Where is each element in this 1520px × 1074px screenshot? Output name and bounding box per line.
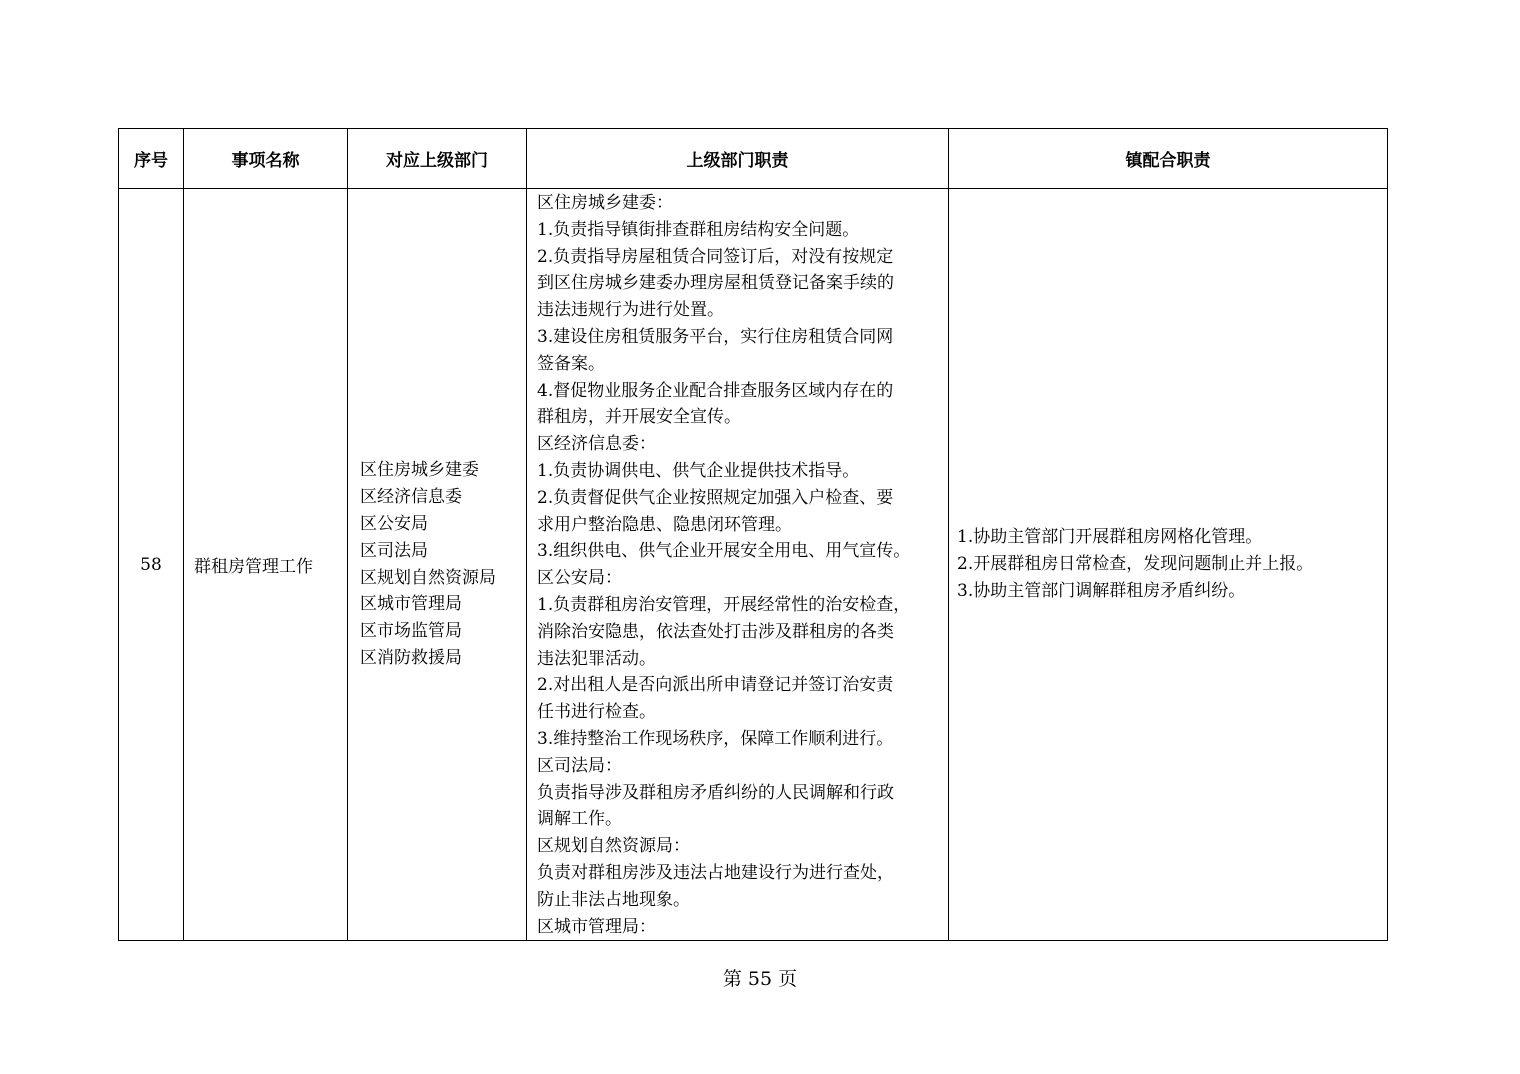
department-list xyxy=(348,189,527,941)
text-line: 3.建设住房租赁服务平台，实行住房租赁合同网 xyxy=(537,326,894,347)
text-line: 违法犯罪活动。 xyxy=(537,648,656,669)
text-line: 2.对出租人是否向派出所申请登记并签订治安责 xyxy=(537,675,894,696)
text-line: 到区住房城乡建委办理房屋租赁登记备案手续的 xyxy=(537,273,894,294)
text-line: 区司法局 xyxy=(360,540,428,561)
text-line: 区城市管理局： xyxy=(537,916,656,937)
text-line: 区消防救援局 xyxy=(360,648,462,669)
text-line: 区司法局： xyxy=(537,755,622,776)
text-line: 区住房城乡建委 xyxy=(360,460,479,481)
text-line: 区规划自然资源局 xyxy=(360,567,496,588)
text-line: 1.负责协调供电、供气企业提供技术指导。 xyxy=(537,460,860,481)
text-line: 区市场监管局 xyxy=(360,621,462,642)
upper-duties-text xyxy=(527,189,949,941)
header-upper-duties: 上级部门职责 xyxy=(527,129,949,189)
text-line: 任书进行检查。 xyxy=(537,702,656,723)
text-line: 调解工作。 xyxy=(537,809,622,830)
text-line: 违法违规行为进行处置。 xyxy=(537,300,724,321)
header-town-duties: 镇配合职责 xyxy=(949,129,1388,189)
text-line: 负责对群租房涉及违法占地建设行为进行查处， xyxy=(537,862,894,883)
text-line: 1.负责指导镇街排查群租房结构安全问题。 xyxy=(537,219,860,240)
text-line: 群租房，并开展安全宣传。 xyxy=(537,407,741,428)
text-line: 区城市管理局 xyxy=(360,594,462,615)
text-line: 消除治安隐患，依法查处打击涉及群租房的各类 xyxy=(537,621,894,642)
row-number: 58 xyxy=(119,189,184,941)
header-item-name: 事项名称 xyxy=(184,129,348,189)
text-line: 负责指导涉及群租房矛盾纠纷的人民调解和行政 xyxy=(537,782,894,803)
text-line: 签备案。 xyxy=(537,353,605,374)
text-line: 1.负责群租房治安管理，开展经常性的治安检查， xyxy=(537,594,911,615)
text-line: 区公安局 xyxy=(360,514,428,535)
text-line: 区规划自然资源局： xyxy=(537,836,690,857)
text-line: 4.督促物业服务企业配合排查服务区域内存在的 xyxy=(537,380,894,401)
text-line: 区公安局： xyxy=(537,568,622,589)
town-duties-text xyxy=(949,189,1388,941)
text-line: 求用户整治隐患、隐患闭环管理。 xyxy=(537,514,792,535)
header-no: 序号 xyxy=(119,129,184,189)
text-line: 3.维持整治工作现场秩序，保障工作顺利进行。 xyxy=(537,728,894,749)
text-line: 2.开展群租房日常检查，发现问题制止并上报。 xyxy=(957,554,1314,575)
header-upper-department: 对应上级部门 xyxy=(348,129,527,189)
table-header-row xyxy=(119,129,1388,189)
text-line: 区住房城乡建委： xyxy=(537,193,673,213)
item-name: 群租房管理工作 xyxy=(184,189,348,941)
text-line: 3.协助主管部门调解群租房矛盾纠纷。 xyxy=(957,581,1246,602)
text-line: 区经济信息委 xyxy=(360,487,462,508)
text-line: 3.组织供电、供气企业开展安全用电、用气宣传。 xyxy=(537,541,911,562)
page-number: 第 55 页 xyxy=(722,968,798,990)
table-row xyxy=(119,189,1388,941)
text-line: 1.协助主管部门开展群租房网格化管理。 xyxy=(957,527,1263,548)
duty-table xyxy=(118,128,1388,941)
text-line: 2.负责指导房屋租赁合同签订后，对没有按规定 xyxy=(537,246,894,267)
text-line: 区经济信息委： xyxy=(537,434,656,455)
text-line: 防止非法占地现象。 xyxy=(537,889,690,910)
text-line: 2.负责督促供气企业按照规定加强入户检查、要 xyxy=(537,487,894,508)
